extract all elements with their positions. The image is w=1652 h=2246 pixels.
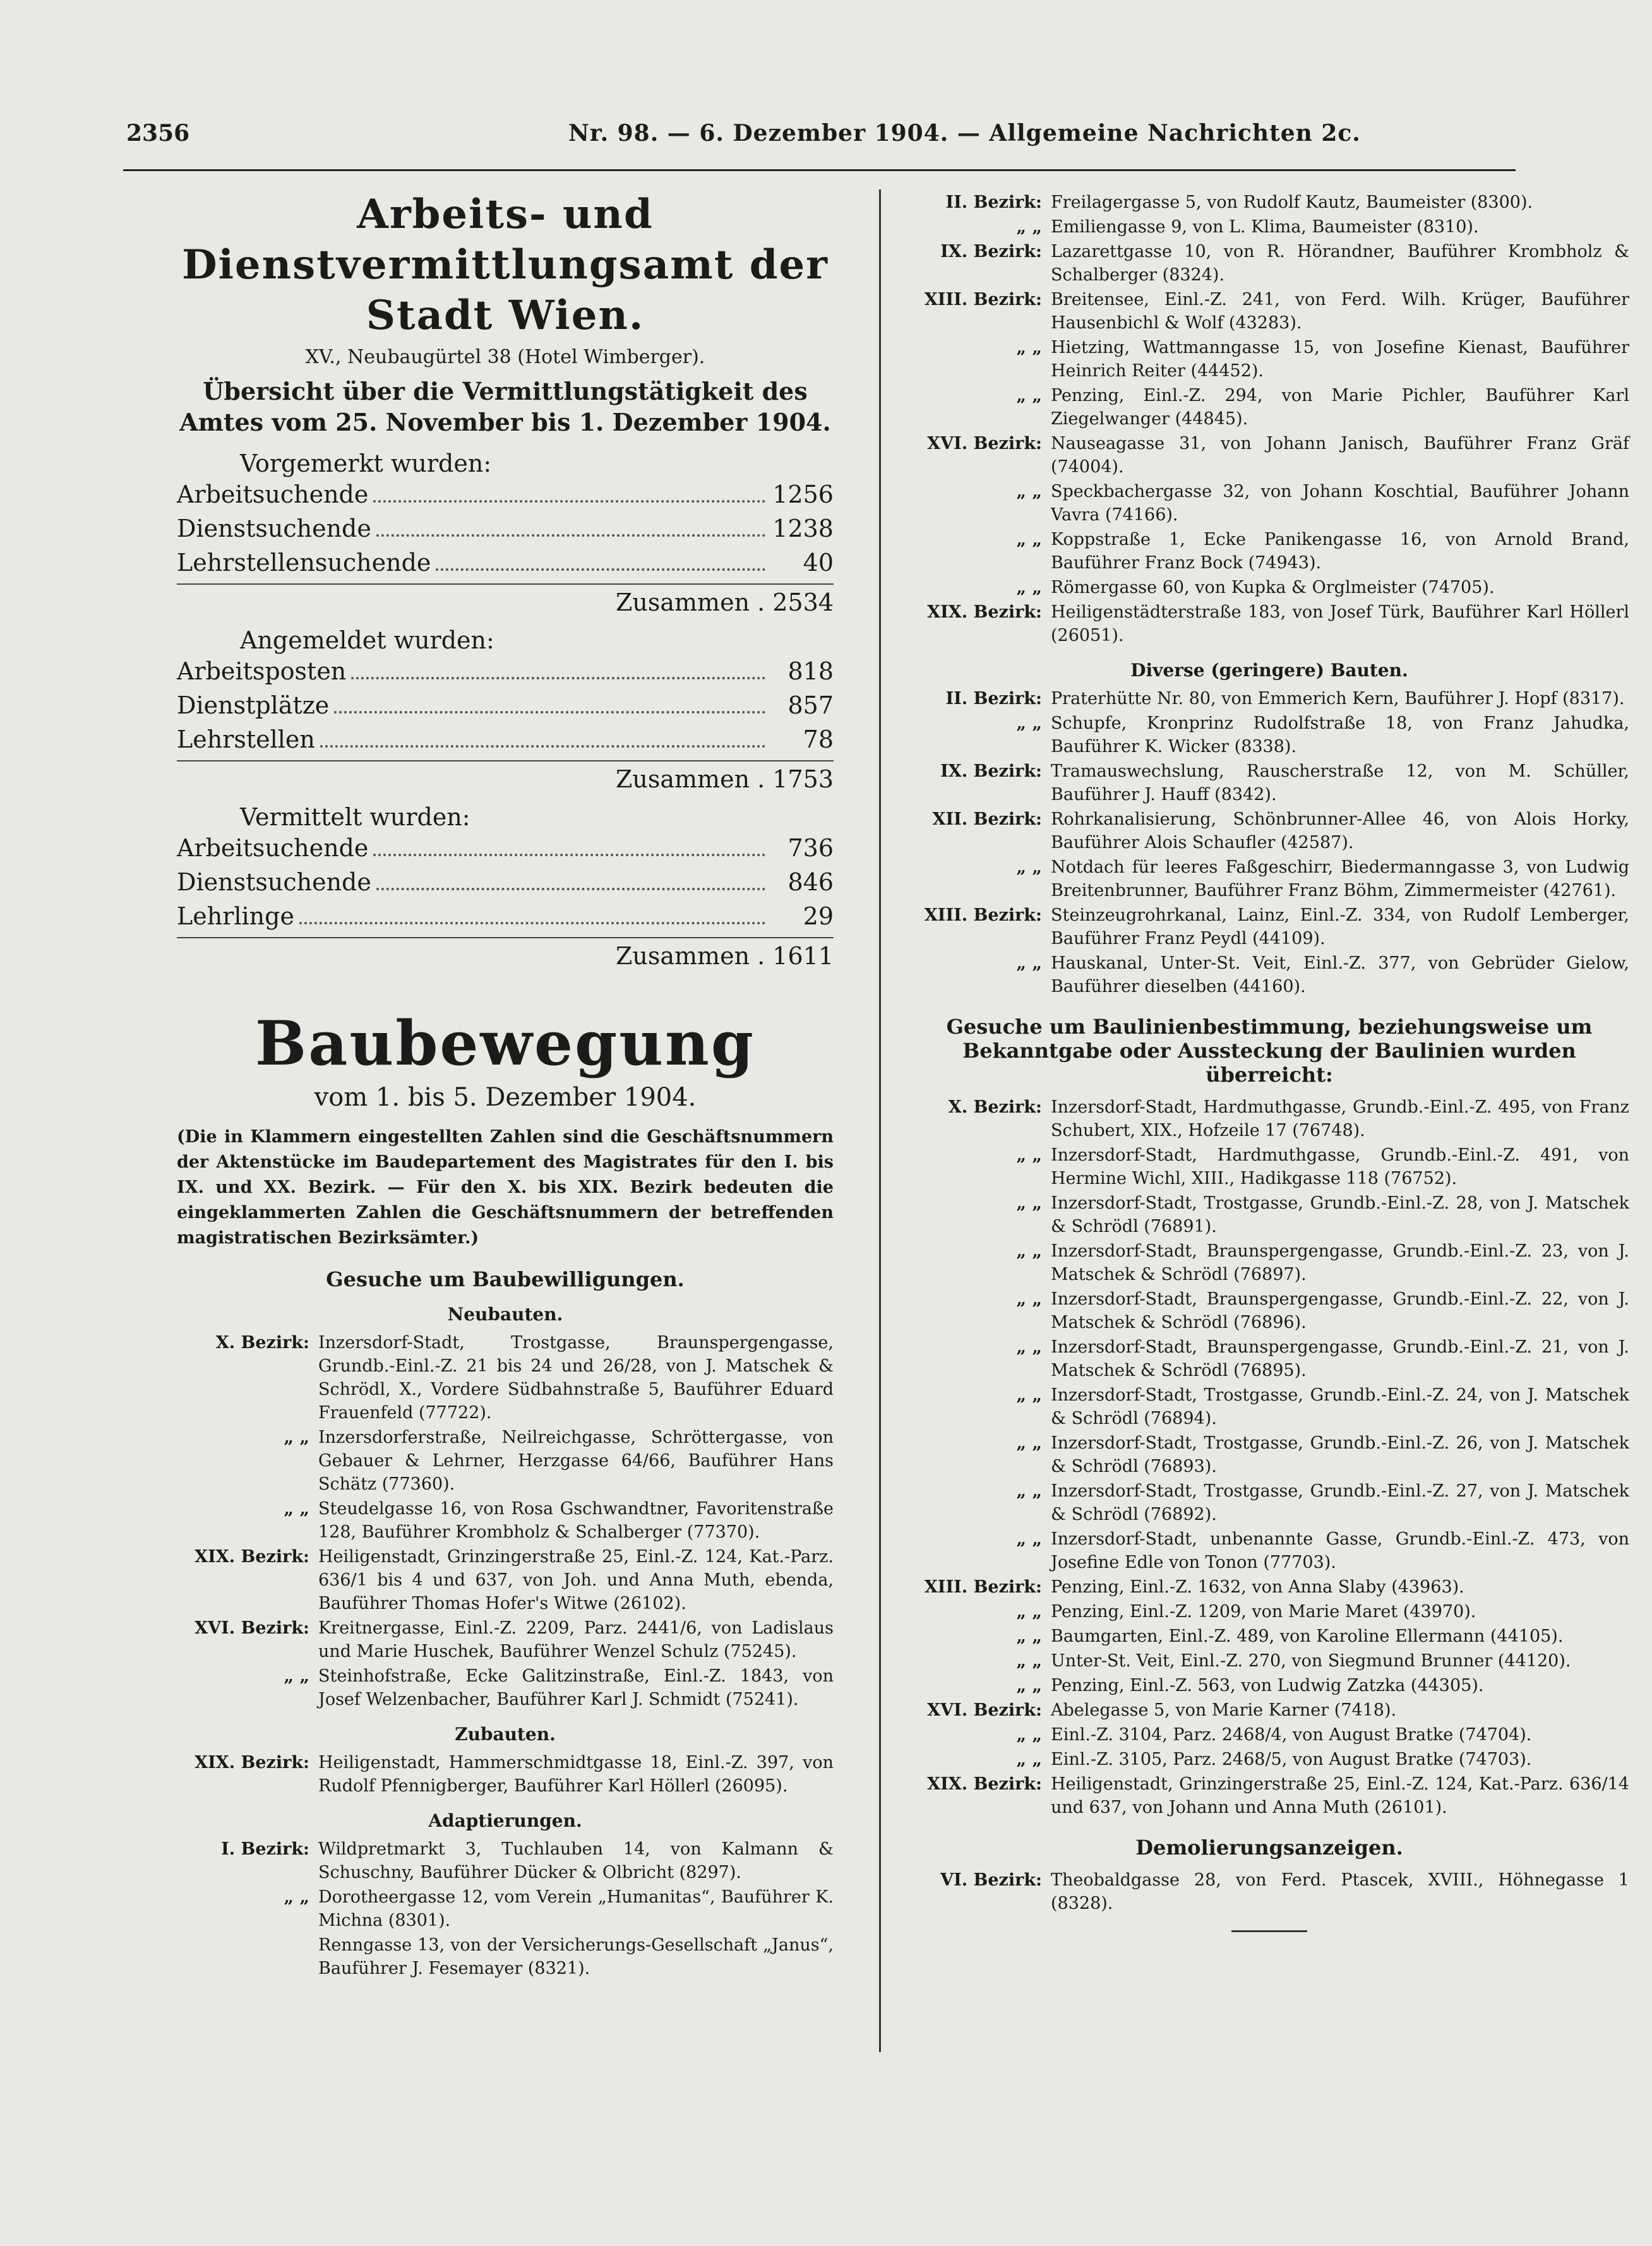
list-item (909, 1649, 1629, 1673)
entry-text: Inzersdorf-Stadt, Trostgasse, Grundb.-Einl.-Z. 27, von J. Matschek & Schrödl (76892). (1051, 1481, 1629, 1524)
entry-text: Tramauswechslung, Rauscherstraße 12, von M. Schüller, Bauführer J. Hauff (8342). (1051, 762, 1629, 804)
list-item (909, 384, 1629, 431)
district-label: „ „ (1016, 1241, 1042, 1261)
list-item (909, 1868, 1629, 1915)
stats-row-value: 40 (803, 548, 834, 576)
list-item (909, 760, 1629, 806)
entry-text: Schupfe, Kronprinz Rudolfstraße 18, von Franz Jahudka, Bauführer K. Wicker (8338). (1051, 714, 1629, 756)
list-item (177, 1933, 834, 1980)
list-item (177, 1751, 834, 1798)
entry-text: Wildpretmarkt 3, Tuchlauben 14, von Kalmann & Schuschny, Bauführer Dücker & Olbricht (8297). (318, 1839, 834, 1882)
zubauten-list (177, 1751, 834, 1798)
stats-row-label: Lehrlinge (177, 902, 294, 930)
neubauten-title: Neubauten. (447, 1303, 563, 1325)
neubauten-list (177, 1331, 834, 1711)
list-item (177, 1545, 834, 1615)
entry-text: Rohrkanalisierung, Schönbrunner-Allee 46, von Alois Horky, Bauführer Alois Schaufler (42587). (1051, 809, 1629, 852)
stats-row-label: Arbeitsposten (177, 657, 347, 685)
list-item (909, 1287, 1629, 1334)
stats-row (177, 899, 834, 933)
list-item (909, 856, 1629, 902)
list-item (177, 1885, 834, 1932)
district-label: IX. Bezirk: (940, 762, 1042, 781)
list-item (909, 480, 1629, 527)
list-item (909, 1575, 1629, 1599)
list-item (909, 600, 1629, 647)
entry-text: Hauskanal, Unter-St. Veit, Einl.-Z. 377, von Gebrüder Gielow, Bauführer dieselben (44160). (1051, 953, 1629, 996)
district-label: „ „ (1016, 857, 1042, 877)
list-item (909, 528, 1629, 575)
entry-text: Inzersdorf-Stadt, Trostgasse, Grundb.-Einl.-Z. 28, von J. Matschek & Schrödl (76891). (1051, 1193, 1629, 1236)
district-label (177, 1933, 318, 1980)
entry-text: Unter-St. Veit, Einl.-Z. 270, von Siegmund Brunner (44120). (1051, 1651, 1571, 1671)
page-header (126, 120, 1516, 158)
stats-group (177, 626, 834, 793)
right-column (909, 189, 1629, 1947)
entry-text: Penzing, Einl.-Z. 294, von Marie Pichler, Bauführer Karl Ziegelwanger (44845). (1051, 386, 1629, 429)
list-item (177, 1837, 834, 1884)
list-item (909, 712, 1629, 758)
entry-text: Inzersdorf-Stadt, Braunspergengasse, Grundb.-Einl.-Z. 22, von J. Matschek & Schrödl (76896). (1051, 1289, 1629, 1332)
entry-text: Baumgarten, Einl.-Z. 489, von Karoline Ellermann (44105). (1051, 1627, 1564, 1646)
adaptierungen-title: Adaptierungen. (428, 1810, 582, 1831)
district-label: „ „ (1016, 1627, 1042, 1646)
district-label: XIII. Bezirk: (924, 905, 1042, 925)
district-label: „ „ (1016, 217, 1042, 237)
list-item (177, 1426, 834, 1496)
stats-row (177, 654, 834, 688)
stats-row-label: Arbeitsuchende (177, 480, 369, 508)
stats-row-label: Dienstsuchende (177, 514, 371, 542)
stats-row-value: 818 (787, 657, 834, 685)
district-label: „ „ (1016, 338, 1042, 357)
district-label: „ „ (284, 1427, 309, 1447)
list-item (909, 215, 1629, 239)
list-item (909, 952, 1629, 998)
list-item (909, 1431, 1629, 1478)
entry-text: Heiligenstadt, Grinzingerstraße 25, Einl.-Z. 124, Kat.-Parz. 636/1 bis 4 und 637, von Joh. und Anna Muth, ebenda, Bauführer Thomas Hofer's Witwe (26102). (318, 1546, 834, 1613)
entry-text: Inzersdorf-Stadt, Hardmuthgasse, Grundb.-Einl.-Z. 491, von Hermine Wichl, XIII., Hadikgasse 118 (76752). (1051, 1145, 1629, 1188)
demolierung-list (909, 1868, 1629, 1915)
district-label: I. Bezirk: (221, 1839, 309, 1859)
entry-text: Emiliengasse 9, von L. Klima, Baumeister (8310). (1051, 217, 1479, 237)
list-item (909, 191, 1629, 214)
list-item (909, 1096, 1629, 1142)
stats-row (177, 865, 834, 899)
list-item (909, 1674, 1629, 1697)
list-item (177, 1616, 834, 1663)
end-rule (1231, 1930, 1307, 1932)
entry-text: Notdach für leeres Faßgeschirr, Biedermanngasse 3, von Ludwig Breitenbrunner, Bauführer Franz Böhm, Zimmermeister (42761). (1051, 857, 1629, 900)
district-label: „ „ (1016, 482, 1042, 501)
stats-row-label: Lehrstellen (177, 725, 315, 753)
entry-text: Penzing, Einl.-Z. 1632, von Anna Slaby (43963). (1051, 1577, 1464, 1597)
list-item (909, 432, 1629, 479)
stats-row-value: 846 (787, 868, 834, 896)
list-item (909, 1699, 1629, 1722)
entry-text: Heiligenstädterstraße 183, von Josef Türk, Bauführer Karl Höllerl (26051). (1051, 602, 1629, 645)
district-label: XVI. Bezirk: (927, 434, 1042, 453)
bau-date: vom 1. bis 5. Dezember 1904. (314, 1082, 697, 1112)
district-label: „ „ (1016, 578, 1042, 597)
district-label: „ „ (1016, 386, 1042, 405)
stats-row-label: Dienstplätze (177, 691, 330, 719)
column-divider (879, 189, 881, 2052)
list-item (909, 1723, 1629, 1747)
list-item (909, 687, 1629, 710)
district-label: II. Bezirk: (945, 193, 1042, 212)
entry-text: Lazarettgasse 10, von R. Hörandner, Bauführer Krombholz & Schalberger (8324). (1051, 242, 1629, 285)
district-label: X. Bezirk: (215, 1332, 309, 1353)
entry-text: Penzing, Einl.-Z. 1209, von Marie Maret (43970). (1051, 1602, 1476, 1622)
entry-text: Inzersdorf-Stadt, Trostgasse, Braunspergengasse, Grundb.-Einl.-Z. 21 bis 24 und 26/28, von J. Matschek & Schrödl, X., Vordere Südbahnstraße 5, Bauführer Eduard Frauenfeld (77722). (318, 1332, 834, 1423)
district-label: XIX. Bezirk: (927, 602, 1042, 622)
district-label: XIX. Bezirk: (195, 1546, 309, 1567)
district-label: „ „ (1016, 714, 1042, 733)
page-number: 2356 (126, 120, 190, 146)
entry-text: Inzersdorferstraße, Neilreichgasse, Schröttergasse, von Gebauer & Lehrner, Herzgasse 64/66, Bauführer Hans Schätz (77360). (318, 1427, 834, 1494)
demolierung-title: Demolierungsanzeigen. (1135, 1836, 1403, 1860)
stats-row-label: Dienstsuchende (177, 868, 371, 896)
entry-text: Theobaldgasse 28, von Ferd. Ptascek, XVIII., Höhnegasse 1 (8328). (1051, 1870, 1629, 1913)
district-label: IX. Bezirk: (940, 242, 1042, 261)
stats-row (177, 688, 834, 722)
gesuche-title: Gesuche um Baubewilligungen. (326, 1267, 685, 1291)
district-label: „ „ (1016, 1676, 1042, 1695)
list-item (909, 1144, 1629, 1190)
list-item (909, 288, 1629, 335)
district-label: „ „ (1016, 1337, 1042, 1357)
list-item (909, 1527, 1629, 1574)
list-item (909, 808, 1629, 854)
stats-group (177, 450, 834, 616)
list-item (909, 1335, 1629, 1382)
list-item (909, 904, 1629, 950)
list-item (909, 1748, 1629, 1771)
entry-text: Breitensee, Einl.-Z. 241, von Ferd. Wilh. Krüger, Bauführer Hausenbichl & Wolf (43283). (1051, 290, 1629, 333)
header-rule (123, 169, 1516, 171)
stats-row-value: 857 (787, 691, 834, 719)
adaptierungen-cont-list (909, 191, 1629, 647)
baulinien-list (909, 1096, 1629, 1819)
list-item (909, 576, 1629, 599)
district-label: „ „ (1016, 953, 1042, 973)
district-label: „ „ (1016, 1725, 1042, 1745)
entry-text: Einl.-Z. 3104, Parz. 2468/4, von August Bratke (74704). (1051, 1725, 1532, 1745)
entry-text: Koppstraße 1, Ecke Panikengasse 16, von Arnold Brand, Bauführer Franz Bock (74943). (1051, 530, 1629, 573)
district-label: „ „ (284, 1666, 309, 1686)
list-item (909, 1600, 1629, 1623)
stats-row-label: Arbeitsuchende (177, 833, 369, 862)
entry-text: Penzing, Einl.-Z. 563, von Ludwig Zatzka (44305). (1051, 1676, 1484, 1695)
stats-row (177, 546, 834, 580)
list-item (909, 240, 1629, 287)
entry-text: Nauseagasse 31, von Johann Janisch, Bauführer Franz Gräf (74004). (1051, 434, 1629, 477)
district-label: „ „ (1016, 1193, 1042, 1213)
stats-row-value: 29 (803, 902, 834, 930)
stats-total: Zusammen . 2534 (177, 583, 834, 616)
entry-text: Steinzeugrohrkanal, Lainz, Einl.-Z. 334, von Rudolf Lemberger, Bauführer Franz Peydl (44109). (1051, 905, 1629, 948)
district-label: „ „ (1016, 530, 1042, 549)
district-label: X. Bezirk: (948, 1097, 1042, 1117)
stats-group (177, 803, 834, 970)
stats-row-value: 1238 (772, 514, 834, 542)
district-label: „ „ (1016, 1481, 1042, 1501)
issue-title: Nr. 98. — 6. Dezember 1904. — Allgemeine Nachrichten 2c. (568, 120, 1361, 146)
district-label: „ „ (1016, 1289, 1042, 1309)
entry-text: Heiligenstadt, Grinzingerstraße 25, Einl.-Z. 124, Kat.-Parz. 636/14 und 637, von Johann und Anna Muth (26101). (1051, 1774, 1629, 1817)
list-item (909, 1479, 1629, 1526)
district-label: XVI. Bezirk: (927, 1700, 1042, 1720)
entry-text: Römergasse 60, von Kupka & Orglmeister (74705). (1051, 578, 1495, 597)
district-label: XIII. Bezirk: (924, 1577, 1042, 1597)
diverse-list (909, 687, 1629, 998)
entry-text: Heiligenstadt, Hammerschmidtgasse 18, Einl.-Z. 397, von Rudolf Pfennigberger, Bauführer Karl Höllerl (26095). (318, 1752, 834, 1796)
entry-text: Inzersdorf-Stadt, Hardmuthgasse, Grundb.-Einl.-Z. 495, von Franz Schubert, XIX., Hofzeile 17 (76748). (1051, 1097, 1629, 1140)
entry-text: Dorotheergasse 12, vom Verein „Humanitas“, Bauführer K. Michna (8301). (318, 1887, 834, 1930)
bau-note: (Die in Klammern eingestellten Zahlen sind die Geschäftsnummern der Aktenstücke im Baudepartement des Magistrates für den I. bis IX. und XX. Bezirk. — Für den X. bis XIX. Bezirk bedeuten die eingeklammerten Zahlen die Geschäftsnummern der betreffenden magistratischen Bezirksämter.) (177, 1126, 834, 1248)
entry-text: Inzersdorf-Stadt, Trostgasse, Grundb.-Einl.-Z. 24, von J. Matschek & Schrödl (76894). (1051, 1385, 1629, 1428)
stats-total: Zusammen . 1753 (177, 760, 834, 793)
district-label: „ „ (1016, 1145, 1042, 1165)
list-item (177, 1331, 834, 1425)
district-label: XIX. Bezirk: (927, 1774, 1042, 1794)
stats-row (177, 831, 834, 865)
office-title: Arbeits- und Dienstvermittlungsamt der Stadt Wien. (182, 191, 829, 339)
stats-group-label: Angemeldet wurden: (240, 626, 494, 654)
district-label: „ „ (1016, 1750, 1042, 1769)
entry-text: Inzersdorf-Stadt, Braunspergengasse, Grundb.-Einl.-Z. 23, von J. Matschek & Schrödl (76897). (1051, 1241, 1629, 1284)
stats-row (177, 477, 834, 511)
bau-title: Baubewegung (255, 1007, 755, 1079)
stats-group-label: Vorgemerkt wurden: (240, 449, 492, 477)
district-label: „ „ (284, 1498, 309, 1519)
entry-text: Steinhofstraße, Ecke Galitzinstraße, Einl.-Z. 1843, von Josef Welzenbacher, Bauführer Karl J. Schmidt (75241). (318, 1666, 834, 1709)
stats-row-value: 78 (803, 725, 834, 753)
overview-title: Übersicht über die Vermittlungstätigkeit des Amtes vom 25. November bis 1. Dezember 1904. (179, 377, 831, 437)
stats-row (177, 511, 834, 546)
stats-group-label: Vermittelt wurden: (240, 803, 470, 831)
district-label: „ „ (284, 1887, 309, 1907)
baulinien-title: Gesuche um Baulinienbestimmung, beziehungsweise um Bekanntgabe oder Aussteckung der Baulinien wurden überreicht: (946, 1015, 1593, 1087)
district-label: XIX. Bezirk: (195, 1752, 309, 1772)
diverse-title: Diverse (geringere) Bauten. (1130, 660, 1408, 681)
entry-text: Praterhütte Nr. 80, von Emmerich Kern, Bauführer J. Hopf (8317). (1051, 689, 1625, 708)
list-item (909, 1192, 1629, 1238)
list-item (909, 1383, 1629, 1430)
adaptierungen-list (177, 1837, 834, 1980)
entry-text: Renngasse 13, von der Versicherungs-Gesellschaft „Janus“, Bauführer J. Fesemayer (8321). (318, 1935, 834, 1978)
entry-text: Inzersdorf-Stadt, Braunspergengasse, Grundb.-Einl.-Z. 21, von J. Matschek & Schrödl (76895). (1051, 1337, 1629, 1380)
list-item (909, 336, 1629, 383)
zubauten-title: Zubauten. (455, 1723, 556, 1745)
district-label: II. Bezirk: (945, 689, 1042, 708)
list-item (909, 1239, 1629, 1286)
entry-text: Inzersdorf-Stadt, Trostgasse, Grundb.-Einl.-Z. 26, von J. Matschek & Schrödl (76893). (1051, 1433, 1629, 1476)
list-item (909, 1625, 1629, 1648)
district-label: XII. Bezirk: (932, 809, 1042, 829)
list-item (177, 1664, 834, 1711)
entry-text: Steudelgasse 16, von Rosa Gschwandtner, Favoritenstraße 128, Bauführer Krombholz & Schalberger (77370). (318, 1498, 834, 1542)
entry-text: Abelegasse 5, von Marie Karner (7418). (1051, 1700, 1397, 1720)
district-label: „ „ (1016, 1385, 1042, 1405)
entry-text: Hietzing, Wattmanngasse 15, von Josefine Kienast, Bauführer Heinrich Reiter (44452). (1051, 338, 1629, 381)
stats-row-value: 1256 (772, 480, 834, 508)
district-label: VI. Bezirk: (940, 1870, 1042, 1890)
district-label: XVI. Bezirk: (195, 1618, 309, 1638)
entry-text: Speckbachergasse 32, von Johann Koschtial, Bauführer Johann Vavra (74166). (1051, 482, 1629, 525)
stats-row-label: Lehrstellensuchende (177, 548, 431, 576)
list-item (909, 1772, 1629, 1819)
stats-row-value: 736 (787, 833, 834, 862)
stats-row (177, 722, 834, 756)
district-label: „ „ (1016, 1602, 1042, 1622)
list-item (177, 1497, 834, 1544)
district-label: XIII. Bezirk: (924, 290, 1042, 309)
entry-text: Inzersdorf-Stadt, unbenannte Gasse, Grundb.-Einl.-Z. 473, von Josefine Edle von Tonon (77703). (1051, 1529, 1629, 1572)
district-label: „ „ (1016, 1651, 1042, 1671)
entry-text: Kreitnergasse, Einl.-Z. 2209, Parz. 2441/6, von Ladislaus und Marie Huschek, Bauführer Wenzel Schulz (75245). (318, 1618, 834, 1661)
district-label: „ „ (1016, 1529, 1042, 1549)
entry-text: Freilagergasse 5, von Rudolf Kautz, Baumeister (8300). (1051, 193, 1533, 212)
office-address: XV., Neubaugürtel 38 (Hotel Wimberger). (305, 346, 705, 368)
stats-total: Zusammen . 1611 (177, 937, 834, 970)
district-label: „ „ (1016, 1433, 1042, 1453)
left-column (177, 189, 834, 1981)
entry-text: Einl.-Z. 3105, Parz. 2468/5, von August Bratke (74703). (1051, 1750, 1532, 1769)
